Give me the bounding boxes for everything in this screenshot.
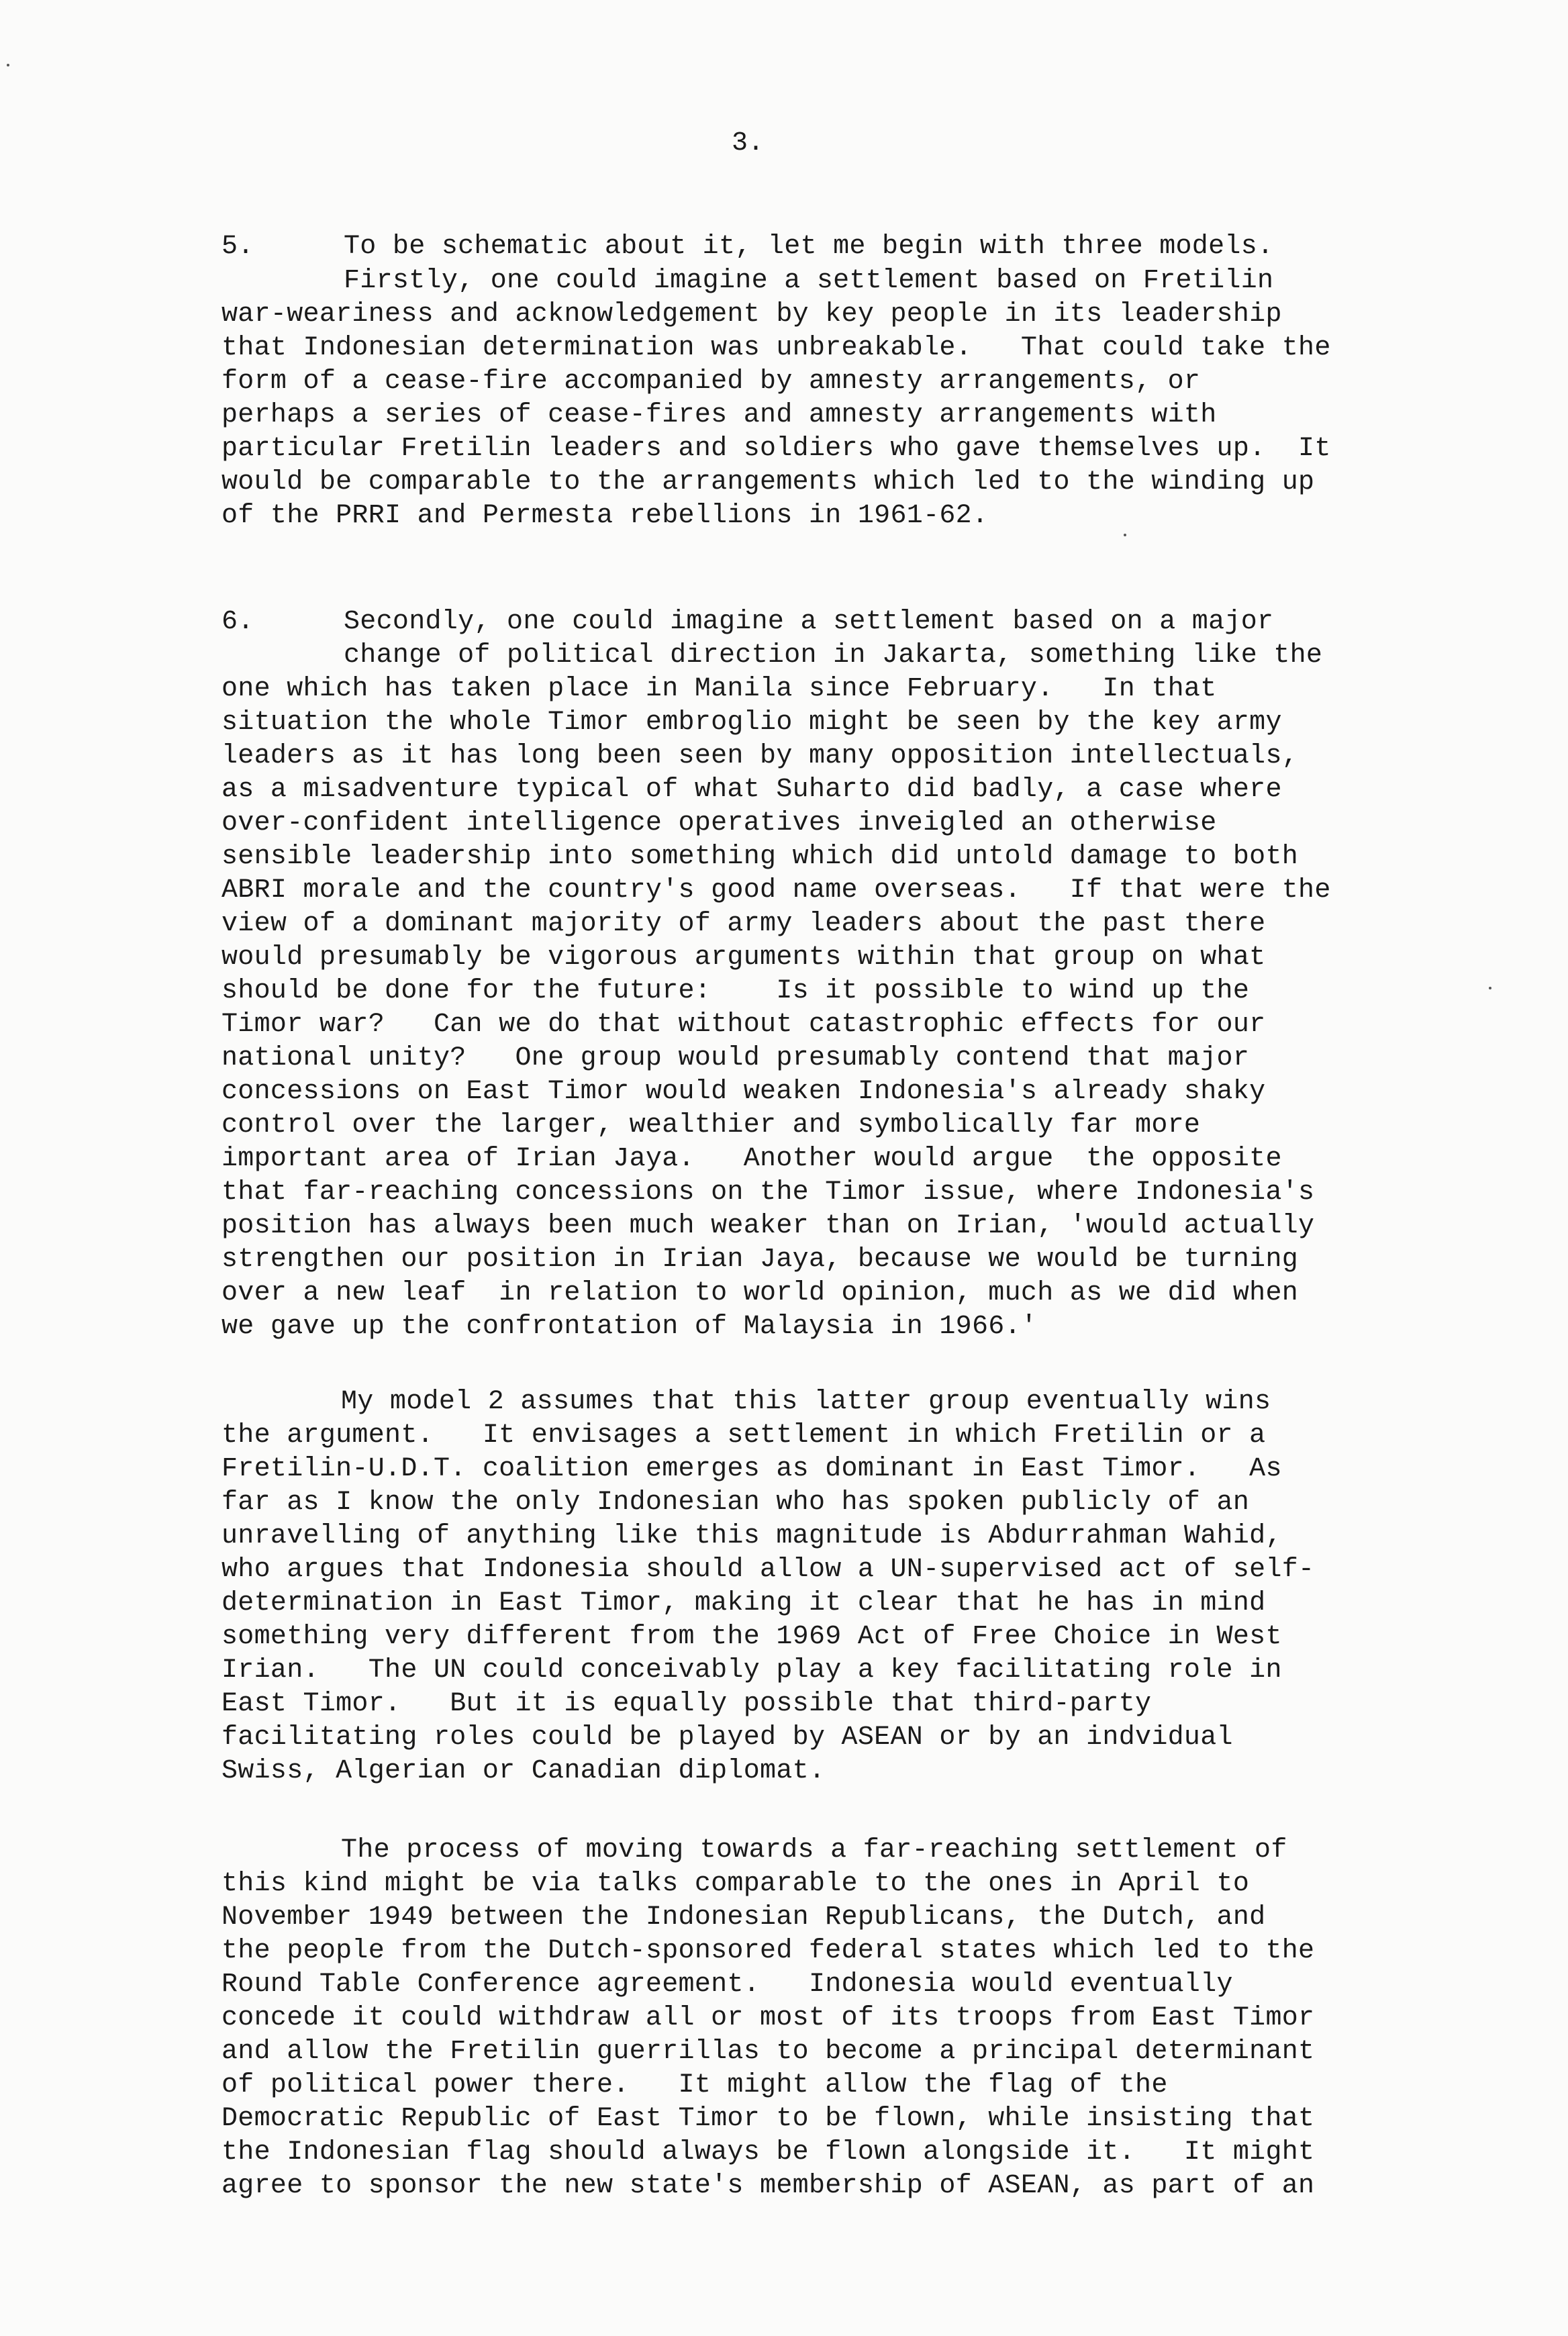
text-line: this kind might be via talks comparable to the ones in April to <box>222 1869 1250 1899</box>
text-line: Irian. The UN could conceivably play a key facilitating role in <box>222 1655 1282 1686</box>
text-line: would be comparable to the arrangements which led to the winding up <box>222 467 1315 497</box>
text-line: far as I know the only Indonesian who has spoken publicly of an <box>222 1488 1250 1518</box>
page-number: 3. <box>732 128 765 158</box>
text-line: of political power there. It might allow the flag of the <box>222 2070 1168 2100</box>
text-line: leaders as it has long been seen by many opposition intellectuals, <box>222 741 1299 771</box>
text-line: concede it could withdraw all or most of its troops from East Timor <box>222 2003 1315 2033</box>
text-line: particular Fretilin leaders and soldiers who gave themselves up. It <box>222 434 1331 464</box>
paragraph-number: 5. <box>222 232 254 262</box>
text-line: who argues that Indonesia should allow a UN-supervised act of self- <box>222 1555 1315 1585</box>
text-line: Timor war? Can we do that without catastrophic effects for our <box>222 1010 1266 1040</box>
text-line: determination in East Timor, making it clear that he has in mind <box>222 1588 1266 1618</box>
text-line: Swiss, Algerian or Canadian diplomat. <box>222 1756 826 1786</box>
text-line: facilitating roles could be played by ASEAN or by an indvidual <box>222 1722 1233 1753</box>
text-line: Democratic Republic of East Timor to be flown, while insisting that <box>222 2104 1315 2134</box>
text-line: form of a cease-fire accompanied by amnesty arrangements, or <box>222 367 1201 397</box>
text-line: The process of moving towards a far-reaching settlement of <box>341 1835 1287 1865</box>
text-line: would presumably be vigorous arguments within that group on what <box>222 942 1266 973</box>
text-line: national unity? One group would presumably contend that major <box>222 1043 1250 1073</box>
text-line: over a new leaf in relation to world opinion, much as we did when <box>222 1278 1299 1308</box>
text-line: the people from the Dutch-sponsored federal states which led to the <box>222 1936 1315 1966</box>
text-line: November 1949 between the Indonesian Republicans, the Dutch, and <box>222 1902 1266 1933</box>
text-line: Secondly, one could imagine a settlement based on a major <box>344 607 1274 637</box>
text-line: that Indonesian determination was unbreakable. That could take the <box>222 333 1331 363</box>
text-line: Round Table Conference agreement. Indonesia would eventually <box>222 1969 1233 2000</box>
text-line: Fretilin-U.D.T. coalition emerges as dominant in East Timor. As <box>222 1454 1282 1484</box>
text-line: position has always been much weaker than on Irian, 'would actually <box>222 1211 1315 1241</box>
text-line: view of a dominant majority of army leaders about the past there <box>222 909 1266 939</box>
scan-speck <box>1124 534 1126 536</box>
text-line: To be schematic about it, let me begin with three models. <box>344 232 1274 262</box>
text-line: the argument. It envisages a settlement in which Fretilin or a <box>222 1420 1266 1451</box>
text-line: of the PRRI and Permesta rebellions in 1961-62. <box>222 501 989 531</box>
text-line: change of political direction in Jakarta, something like the <box>344 640 1323 671</box>
text-line: My model 2 assumes that this latter group eventually wins <box>341 1387 1271 1417</box>
text-line: as a misadventure typical of what Suharto did badly, a case where <box>222 775 1282 805</box>
text-line: over-confident intelligence operatives inveigled an otherwise <box>222 808 1217 838</box>
text-line: agree to sponsor the new state's membership of ASEAN, as part of an <box>222 2171 1315 2201</box>
paragraph-number: 6. <box>222 607 254 637</box>
scan-speck <box>7 64 9 66</box>
text-line: ABRI morale and the country's good name overseas. If that were the <box>222 875 1331 906</box>
text-line: the Indonesian flag should always be flown alongside it. It might <box>222 2137 1315 2168</box>
text-line: war-weariness and acknowledgement by key people in its leadership <box>222 299 1282 330</box>
text-line: perhaps a series of cease-fires and amnesty arrangements with <box>222 400 1217 430</box>
text-line: concessions on East Timor would weaken Indonesia's already shaky <box>222 1077 1266 1107</box>
text-line: important area of Irian Jaya. Another would argue the opposite <box>222 1144 1282 1174</box>
text-line: sensible leadership into something which did untold damage to both <box>222 842 1299 872</box>
text-line: unravelling of anything like this magnitude is Abdurrahman Wahid, <box>222 1521 1282 1551</box>
text-line: we gave up the confrontation of Malaysia in 1966.' <box>222 1312 1038 1342</box>
text-line: Firstly, one could imagine a settlement based on Fretilin <box>344 266 1274 296</box>
scan-speck <box>1489 987 1491 989</box>
text-line: situation the whole Timor embroglio might be seen by the key army <box>222 708 1282 738</box>
text-line: strengthen our position in Irian Jaya, because we would be turning <box>222 1245 1299 1275</box>
text-line: that far-reaching concessions on the Timor issue, where Indonesia's <box>222 1177 1315 1208</box>
text-line: should be done for the future: Is it possible to wind up the <box>222 976 1250 1006</box>
text-line: East Timor. But it is equally possible that third-party <box>222 1689 1152 1719</box>
text-line: one which has taken place in Manila since February. In that <box>222 674 1217 704</box>
text-line: something very different from the 1969 Act of Free Choice in West <box>222 1622 1282 1652</box>
text-line: control over the larger, wealthier and symbolically far more <box>222 1110 1201 1140</box>
text-line: and allow the Fretilin guerrillas to become a principal determinant <box>222 2037 1315 2067</box>
